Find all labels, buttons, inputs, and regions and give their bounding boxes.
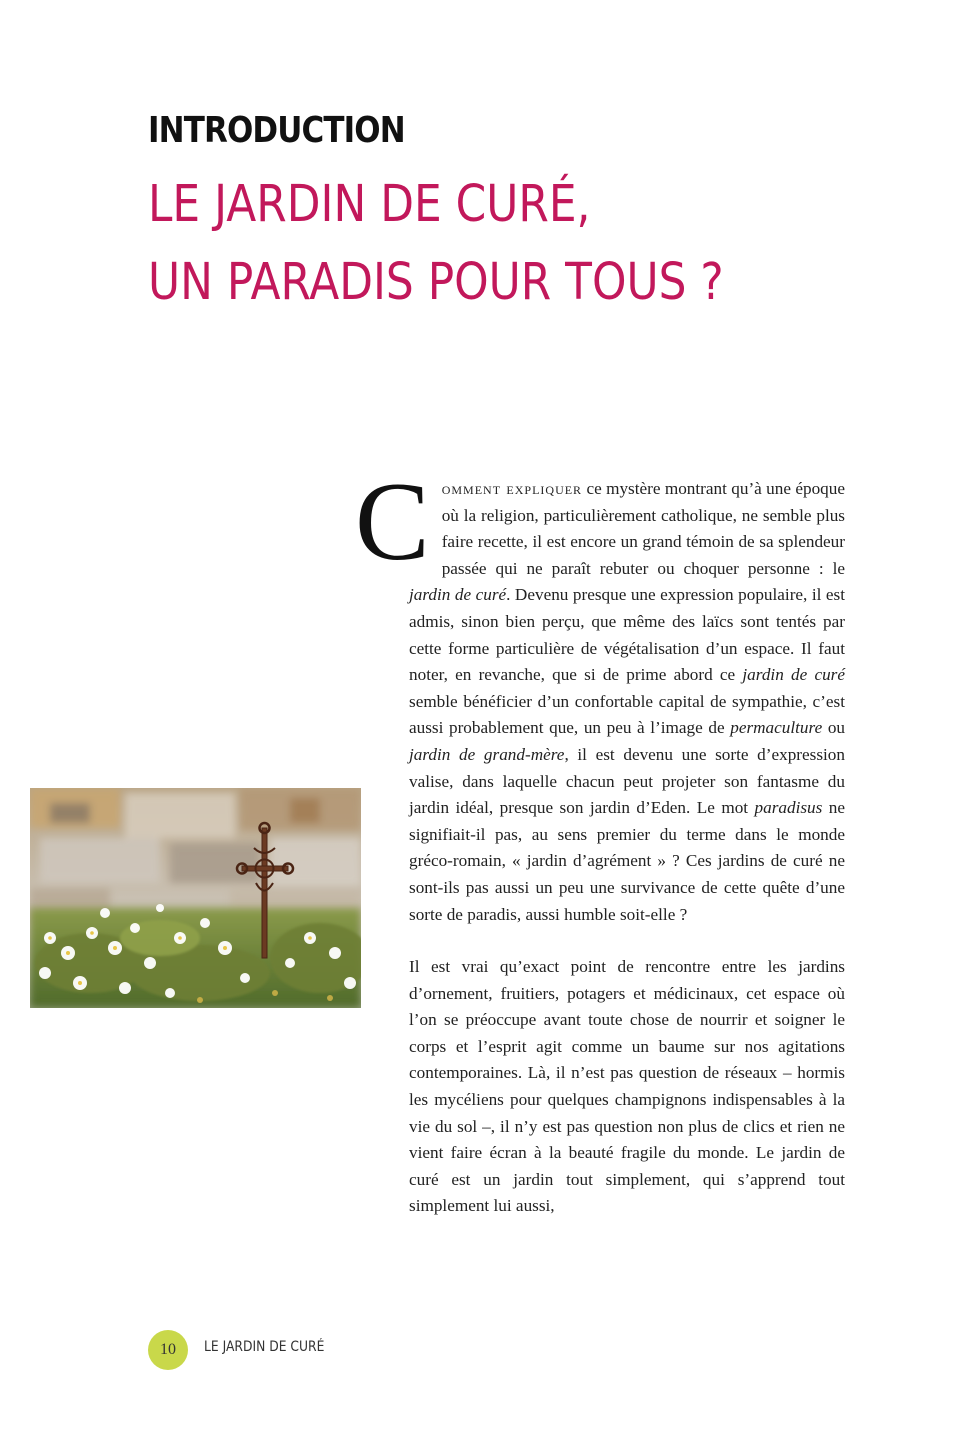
paragraph-2: Il est vrai qu’exact point de rencontre entre les jardins d’ornement, fruitiers, potagers et médicinaux, cet espace où l’on se préoccupe avant toute chose de nourrir et soigner le corps et l’esprit agit comme un baume sur nos agitations contemporaines. Là, il n’est pas question de réseaux – hormis les mycéliens pour quelques champignons indispensables à la vie du sol –, il n’y est pas question non plus de clics et rien ne vient faire écran à la beauté fragile du monde. Le jardin de curé est un jardin tout simplement, qui s’apprend tout simplement lui aussi,	[409, 957, 845, 1216]
chapter-title-line-1: LE JARDIN DE CURÉ,	[148, 175, 591, 234]
running-head: LE JARDIN DE CURÉ	[204, 1339, 325, 1355]
paragraph-1: Comment expliquer ce mystère montrant qu’à une époque où la religion, particulièrement catholique, ne semble plus faire recette, il est encore un grand témoin de sa splendeur passée qui ne paraît rebuter ou choquer personne : le jardin de curé. Devenu presque une expression populaire, il est admis, sinon bien perçu, que même des laïcs sont tentés par cette forme particulière de végétalisation d’un espace. Il faut noter, en revanche, que si de prime abord ce jardin de curé semble bénéficier d’un confortable capital de sympathie, c’est aussi probablement que, un peu à l’image de permaculture ou jardin de grand-mère, il est devenu une sorte d’expression valise, dans laquelle chacun peut projeter son fantasme du jardin idéal, presque son jardin d’Eden. Le mot paradisus ne signifiait-il pas, au sens premier du terme dans le monde gréco-romain, « jardin d’agrément » ? Ces jardins de curé ne sont-ils pas aussi un peu une survivance de cette quête d’une sorte de paradis, aussi humble soit-elle ?	[355, 460, 846, 924]
chapter-title	[148, 166, 724, 322]
chapter-title-line-2: UN PARADIS POUR TOUS ?	[148, 253, 724, 312]
garden-cross-photo	[30, 788, 361, 1008]
page-number-badge: 10	[148, 1330, 188, 1370]
drop-cap: C	[355, 460, 430, 584]
section-kicker: INTRODUCTION	[148, 110, 405, 151]
lead-in: omment expliquer	[441, 479, 583, 498]
body-text	[355, 460, 846, 1220]
